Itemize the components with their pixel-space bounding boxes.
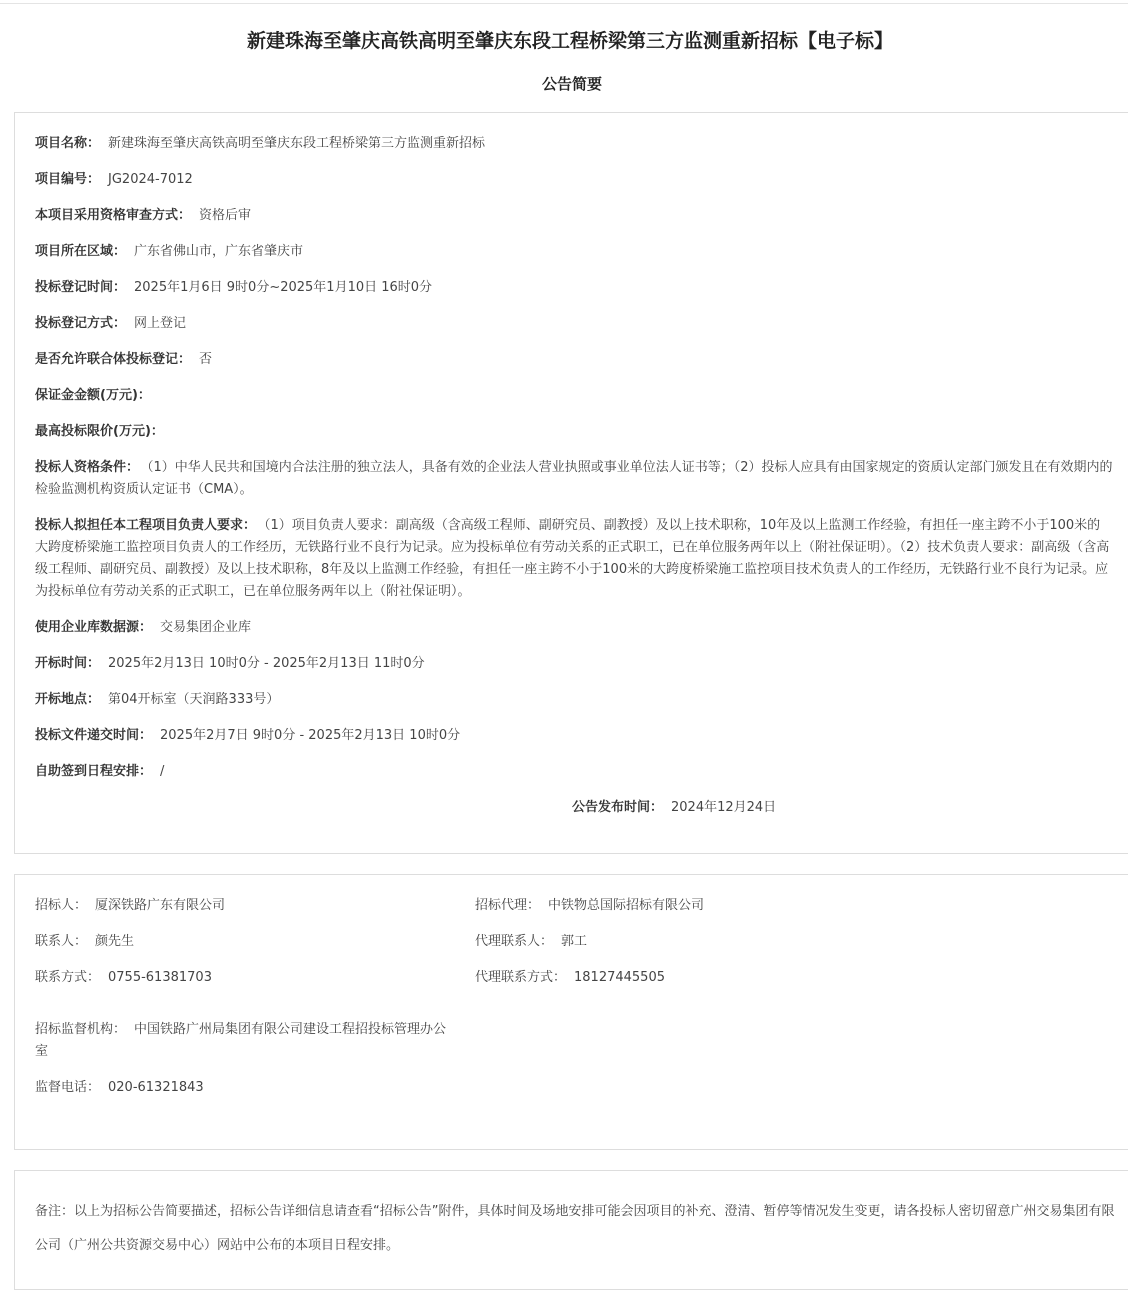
contacts-panel <box>14 874 1128 1150</box>
contact-person-label: 联系人： <box>35 934 88 949</box>
agency-label: 招标代理： <box>475 898 541 913</box>
summary-panel <box>14 112 1128 854</box>
supervisor-label: 招标监督机构： <box>35 1022 127 1037</box>
registration-time-label: 投标登记时间： <box>35 280 127 295</box>
registration-method-label: 投标登记方式： <box>35 316 127 331</box>
top-divider <box>0 3 1128 4</box>
registration-method-value: 网上登记 <box>134 316 187 331</box>
opening-time-label: 开标时间： <box>35 656 101 671</box>
self-checkin-label: 自助签到日程安排： <box>35 764 153 779</box>
page-title: 新建珠海至肇庆高铁高明至肇庆东段工程桥梁第三方监测重新招标【电子标】 <box>246 30 893 52</box>
project-name-label: 项目名称： <box>35 136 101 151</box>
deposit-row <box>35 385 1113 407</box>
opening-location-label: 开标地点： <box>35 692 101 707</box>
page-subtitle: 公告简要 <box>541 75 602 93</box>
enterprise-db-value: 交易集团企业库 <box>160 620 252 635</box>
note-panel <box>14 1170 1128 1290</box>
supervisor-phone-row <box>35 1077 204 1099</box>
consortium-row <box>35 349 1113 371</box>
leader-requirement-row <box>35 515 1113 603</box>
project-name-row <box>35 133 1113 155</box>
max-price-row <box>35 421 1113 443</box>
self-checkin-value: / <box>160 764 165 779</box>
project-region-label: 项目所在区域： <box>35 244 127 259</box>
tenderer-label: 招标人： <box>35 898 88 913</box>
leader-requirement-value: （1）项目负责人要求：副高级（含高级工程师、副研究员、副教授）及以上技术职称，10年及以上监测工作经验，有担任一座主跨不小于100米的大跨度桥梁施工监控项目负责人的工作经历，无铁路行业不良行为记录。应为投标单位有劳动关系的正式职工，已在单位服务两年以上（附社保证明）。（2）技术负责人要求：副高级（含高级工程师、副研究员、副教授）及以上技术职称，8年及以上监测工作经验，有担任一座主跨不小于100米的大跨度桥梁施工监控项目技术负责人的工作经历，无铁路行业不良行为记录。应为投标单位有劳动关系的正式职工，已在单位服务两年以上（附社保证明）。 <box>35 518 1110 599</box>
submission-time-value: 2025年2月7日 9时0分 - 2025年2月13日 10时0分 <box>160 728 461 743</box>
publish-time-label: 公告发布时间： <box>572 800 664 815</box>
agency-row <box>475 895 704 917</box>
agency-contact-value: 郭工 <box>561 934 588 949</box>
supervisor-value: 中国铁路广州局集团有限公司建设工程招投标管理办公室 <box>35 1022 447 1059</box>
opening-location-value: 第04开标室（天润路333号） <box>108 692 280 707</box>
project-code-value: JG2024-7012 <box>108 172 193 187</box>
project-code-row <box>35 169 1113 191</box>
publish-time-row <box>572 797 776 819</box>
registration-time-row <box>35 277 1113 299</box>
leader-requirement-label: 投标人拟担任本工程项目负责人要求： <box>35 518 257 533</box>
tenderer-row <box>35 895 225 917</box>
deposit-label: 保证金金额(万元)： <box>35 388 151 403</box>
max-price-label: 最高投标限价(万元)： <box>35 424 164 439</box>
agency-phone-row <box>475 967 665 989</box>
registration-method-row <box>35 313 1113 335</box>
agency-phone-label: 代理联系方式： <box>475 970 567 985</box>
phone-value: 0755-61381703 <box>108 970 212 985</box>
bidder-qualification-label: 投标人资格条件： <box>35 460 140 475</box>
supervisor-phone-value: 020-61321843 <box>108 1080 204 1095</box>
opening-time-value: 2025年2月13日 10时0分 - 2025年2月13日 11时0分 <box>108 656 425 671</box>
opening-time-row <box>35 653 1113 675</box>
consortium-value: 否 <box>199 352 213 367</box>
registration-time-value: 2025年1月6日 9时0分~2025年1月10日 16时0分 <box>134 280 433 295</box>
phone-label: 联系方式： <box>35 970 101 985</box>
consortium-label: 是否允许联合体投标登记： <box>35 352 192 367</box>
submission-time-row <box>35 725 1113 747</box>
agency-phone-value: 18127445505 <box>574 970 665 985</box>
bidder-qualification-value: （1）中华人民共和国境内合法注册的独立法人，具备有效的企业法人营业执照或事业单位法人证书等；（2）投标人应具有由国家规定的资质认定部门颁发且在有效期内的检验监测机构资质认定证书（CMA）。 <box>35 460 1113 497</box>
submission-time-label: 投标文件递交时间： <box>35 728 153 743</box>
agency-value: 中铁物总国际招标有限公司 <box>548 898 705 913</box>
enterprise-db-label: 使用企业库数据源： <box>35 620 153 635</box>
bidder-qualification-row <box>35 457 1113 501</box>
note-text: 备注：以上为招标公告简要描述，招标公告详细信息请查看“招标公告”附件，具体时间及场地安排可能会因项目的补充、澄清、暂停等情况发生变更，请各投标人密切留意广州交易集团有限公司（广州公共资源交易中心）网站中公布的本项目日程安排。 <box>35 1204 1115 1253</box>
project-code-label: 项目编号： <box>35 172 101 187</box>
self-checkin-row <box>35 761 1113 783</box>
qualification-method-row <box>35 205 1113 227</box>
publish-time-value: 2024年12月24日 <box>671 800 777 815</box>
qualification-method-value: 资格后审 <box>199 208 252 223</box>
supervisor-phone-label: 监督电话： <box>35 1080 101 1095</box>
agency-contact-label: 代理联系人： <box>475 934 554 949</box>
phone-row <box>35 967 212 989</box>
qualification-method-label: 本项目采用资格审查方式： <box>35 208 192 223</box>
agency-contact-row <box>475 931 587 953</box>
enterprise-db-row <box>35 617 1113 639</box>
contact-person-value: 颜先生 <box>95 934 135 949</box>
project-name-value: 新建珠海至肇庆高铁高明至肇庆东段工程桥梁第三方监测重新招标 <box>108 136 486 151</box>
project-region-value: 广东省佛山市，广东省肇庆市 <box>134 244 304 259</box>
contact-person-row <box>35 931 134 953</box>
supervisor-row <box>35 1019 455 1063</box>
opening-location-row <box>35 689 1113 711</box>
project-region-row <box>35 241 1113 263</box>
tenderer-value: 厦深铁路广东有限公司 <box>95 898 226 913</box>
